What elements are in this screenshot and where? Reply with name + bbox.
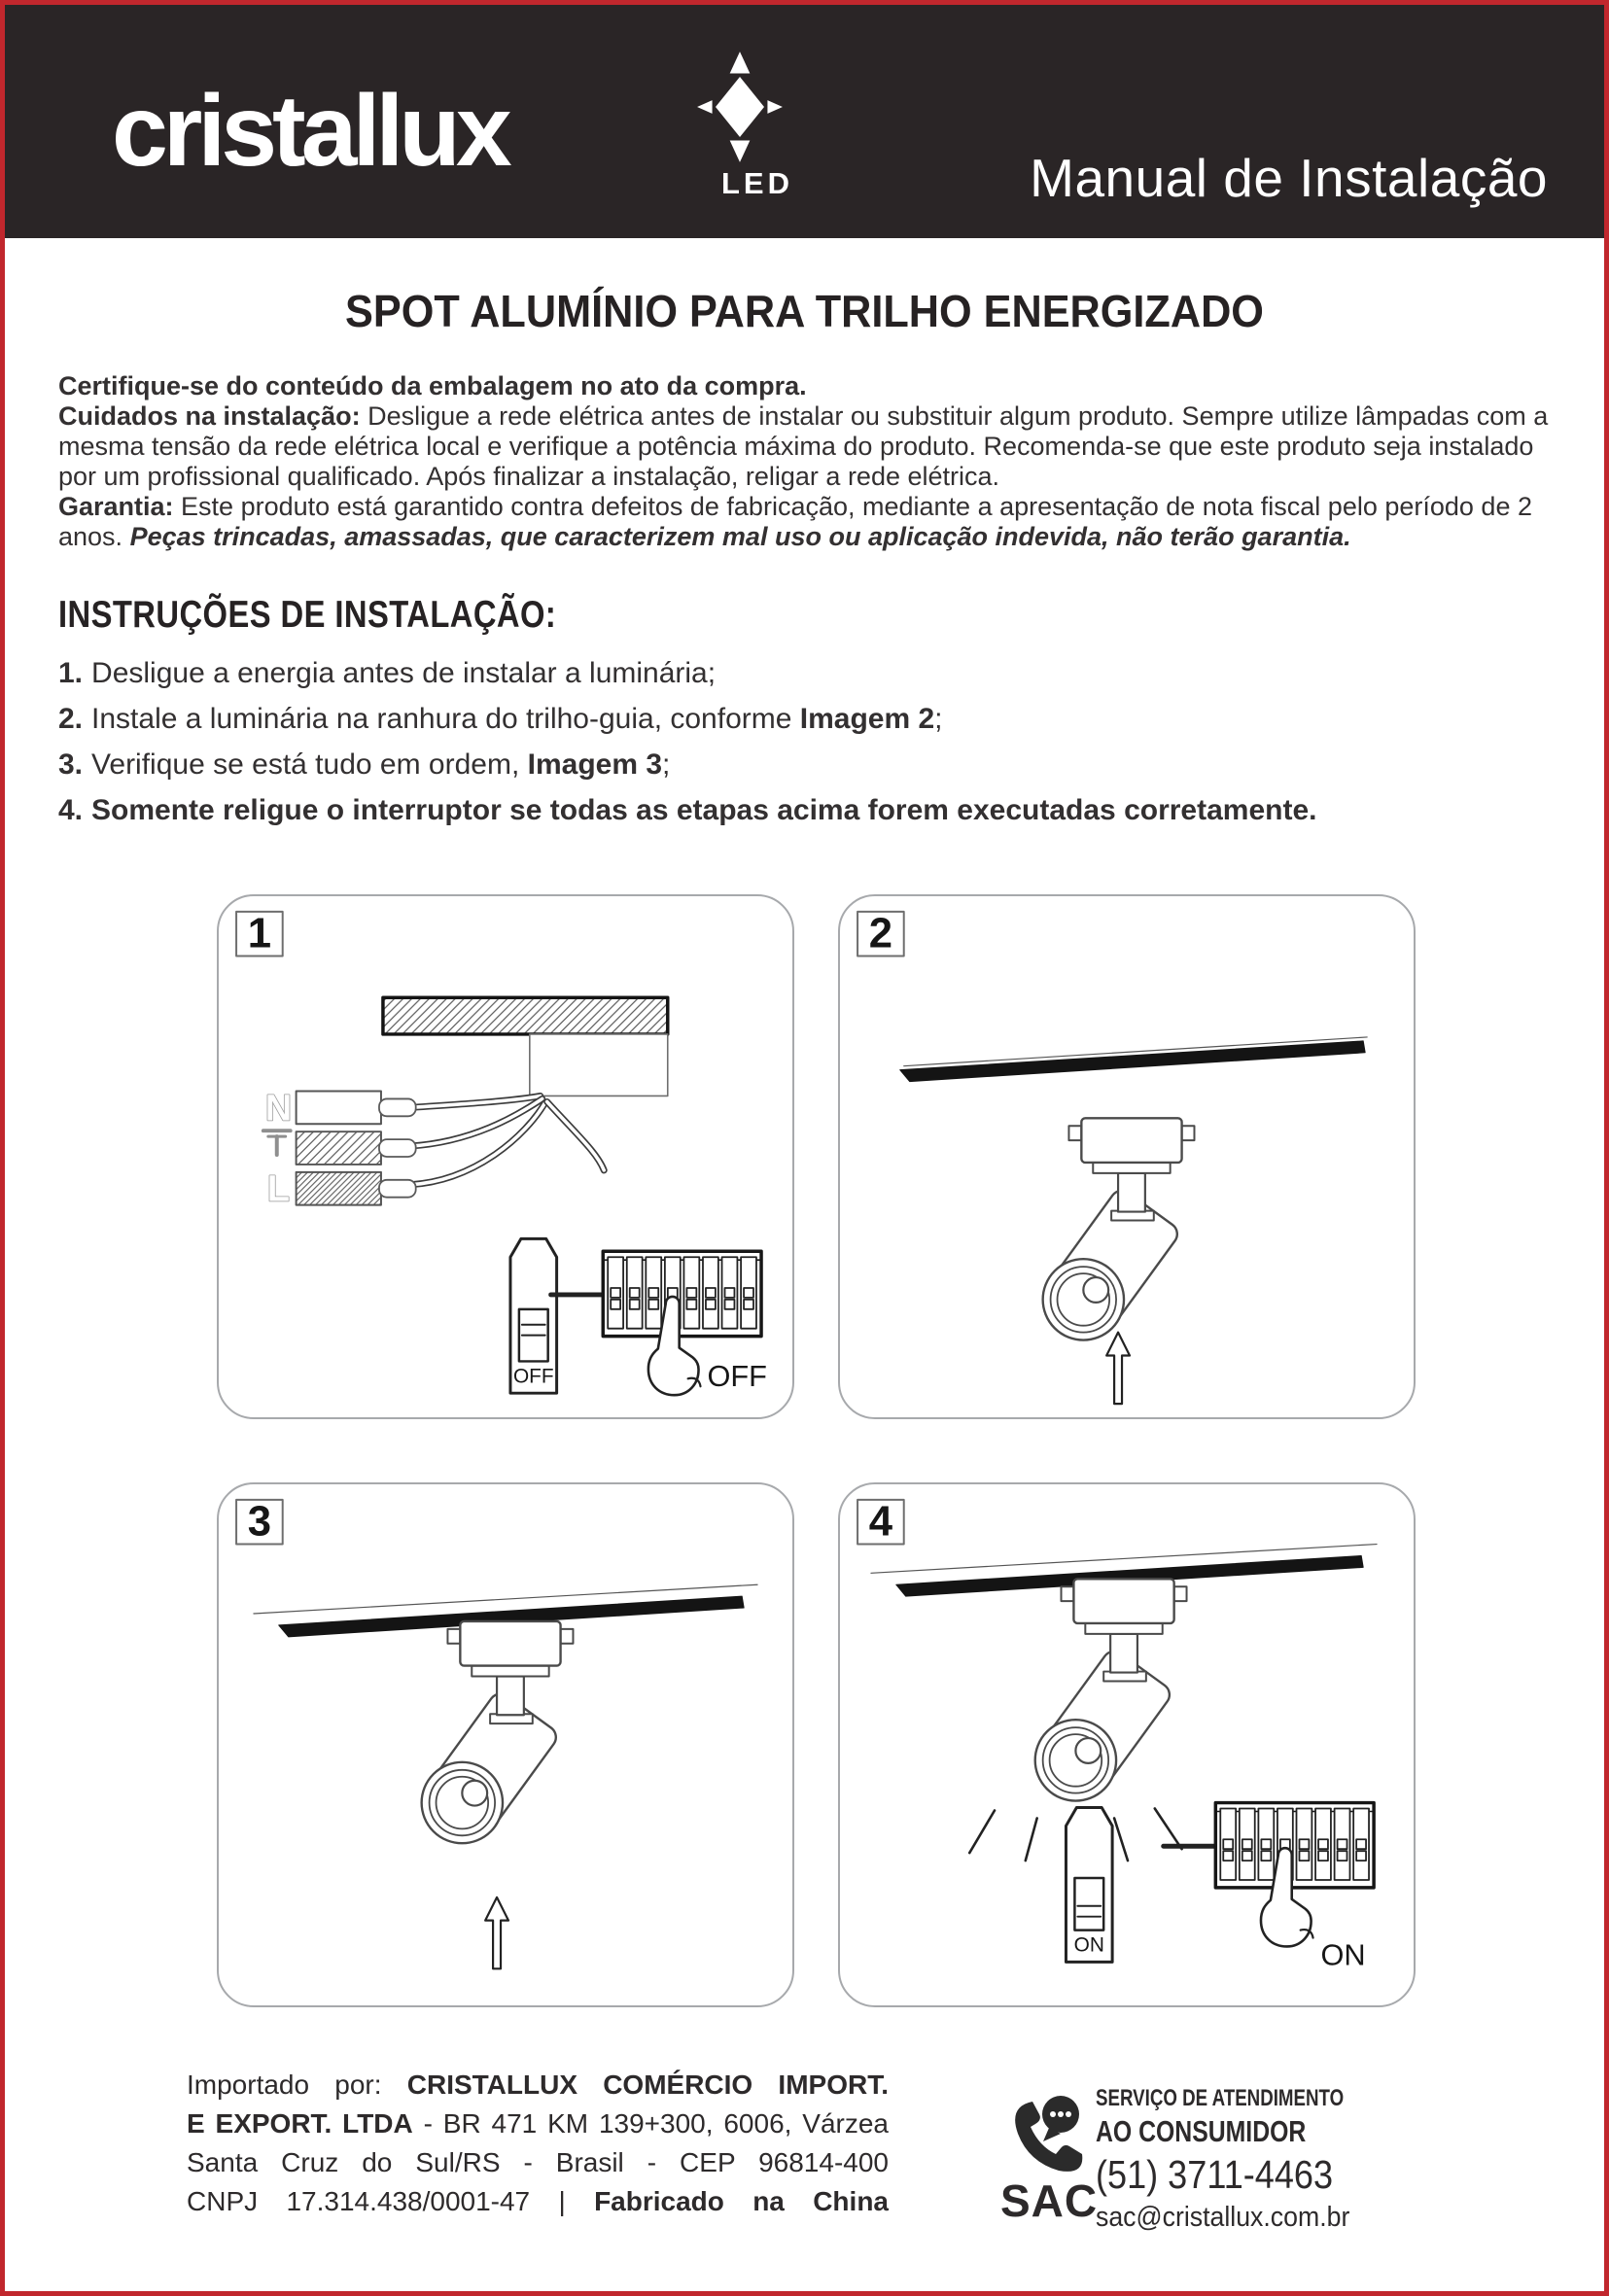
figure-number-box [236, 910, 283, 957]
intro-check-line: Certifique-se do conteúdo da embalagem no ato da compra. [58, 371, 807, 400]
figure-3-illustration [219, 1484, 792, 2005]
figure-panel-2 [838, 894, 1416, 1419]
sac-label: SAC [1000, 2175, 1099, 2226]
ceiling-track-section [383, 997, 668, 1096]
figure-number-box [236, 1498, 283, 1546]
instruction-step-3: 3. Verifique se está tudo em ordem, Imagem 3; [58, 748, 671, 781]
intro-warranty-paragraph [58, 492, 1556, 552]
instruction-step-4: 4. Somente religue o interruptor se todas as etapas acima forem executadas corretamente. [58, 794, 1317, 826]
figure-2-illustration [840, 896, 1414, 1417]
spotlight [1035, 1579, 1187, 1800]
figure-panel-1 [217, 894, 794, 1419]
product-title: SPOT ALUMÍNIO PARA TRILHO ENERGIZADO [345, 286, 1264, 336]
brand-logo-led: LED [721, 166, 793, 200]
svg-text:4: 4 [868, 1497, 893, 1546]
earth-ground-icon [263, 1131, 291, 1155]
crystal-icon [685, 40, 794, 174]
importer-line-4: CNPJ 17.314.438/0001-47 | Fabricado na China [187, 2186, 889, 2216]
breaker-switch-off [510, 1238, 557, 1393]
svg-text:ON: ON [1073, 1933, 1104, 1957]
wires [410, 1096, 605, 1184]
sac-phone-number: (51) 3711-4463 [1096, 2152, 1334, 2197]
figure-panel-3 [217, 1482, 794, 2007]
up-arrow-icon [1106, 1333, 1130, 1404]
breaker-switch-on [1066, 1808, 1112, 1963]
svg-text:N: N [264, 1087, 293, 1129]
svg-text:OFF: OFF [512, 1365, 554, 1388]
care-text: Desligue a rede elétrica antes de instalar ou substituir algum produto. Sempre utilize lâmpadas com a mesma tensão da rede elétrica local e verifique a potência máxima do produto. Recomenda-se que este produto seja instalado por um profissional qualificado. Após finalizar a instalação, religar a rede elétrica. [58, 401, 1549, 491]
care-label: Cuidados na instalação: [58, 401, 361, 431]
instruction-step-1: 1. Desligue a energia antes de instalar a luminária; [58, 657, 717, 689]
svg-text:L: L [266, 1167, 290, 1209]
instructions-list [58, 650, 1317, 833]
sac-email: sac@cristallux.com.br [1096, 2202, 1350, 2233]
phone-chat-icon [1006, 2093, 1088, 2174]
spotlight [422, 1621, 574, 1843]
sac-service-line-2: AO CONSUMIDOR [1096, 2114, 1307, 2148]
manual-title: Manual de Instalação [1030, 148, 1548, 208]
importer-info [187, 2066, 889, 2221]
header-bar [5, 5, 1604, 238]
warranty-emphasis: Peças trincadas, amassadas, que caracterizem mal uso ou aplicação indevida, não terão garantia. [122, 522, 1351, 551]
brand-logo: cristallux [112, 75, 507, 188]
terminal-earth [263, 1131, 416, 1165]
sac-text-block [1096, 2085, 1414, 2234]
figure-number-box [857, 1498, 904, 1546]
warranty-label: Garantia: [58, 492, 174, 521]
terminal-neutral [265, 1087, 416, 1128]
sac-service-line-1: SERVIÇO DE ATENDIMENTO [1096, 2085, 1345, 2111]
intro-care-paragraph [58, 401, 1556, 492]
svg-text:1: 1 [247, 909, 272, 957]
track-rail [900, 1037, 1367, 1082]
figure-panel-4 [838, 1482, 1416, 2007]
figure-number-box [857, 910, 904, 957]
up-arrow-icon [485, 1897, 508, 1968]
dip-switch [1164, 1803, 1374, 1947]
svg-text:2: 2 [868, 909, 893, 957]
dip-state-label: ON [1320, 1937, 1366, 1972]
importer-line-2: E EXPORT. LTDA - BR 471 KM 139+300, 6006, Várzea [187, 2108, 889, 2139]
terminal-line [267, 1168, 416, 1209]
importer-line-3: Santa Cruz do Sul/RS - Brasil - CEP 96814-400 [187, 2147, 889, 2177]
importer-line-1: Importado por: CRISTALLUX COMÉRCIO IMPORT. [187, 2070, 889, 2100]
figure-1-illustration [219, 896, 792, 1417]
svg-text:3: 3 [247, 1497, 272, 1546]
instruction-step-2: 2. Instale a luminária na ranhura do trilho-guia, conforme Imagem 2; [58, 703, 943, 735]
figure-4-illustration [840, 1484, 1414, 2005]
spotlight [1043, 1118, 1195, 1339]
dip-state-label: OFF [707, 1359, 767, 1394]
warranty-text: Este produto está garantido contra defeitos de fabricação, mediante a apresentação de nota fiscal pelo período de 2 anos. [58, 492, 1532, 551]
intro-text [58, 371, 1556, 552]
instructions-heading: INSTRUÇÕES DE INSTALAÇÃO: [58, 594, 557, 636]
